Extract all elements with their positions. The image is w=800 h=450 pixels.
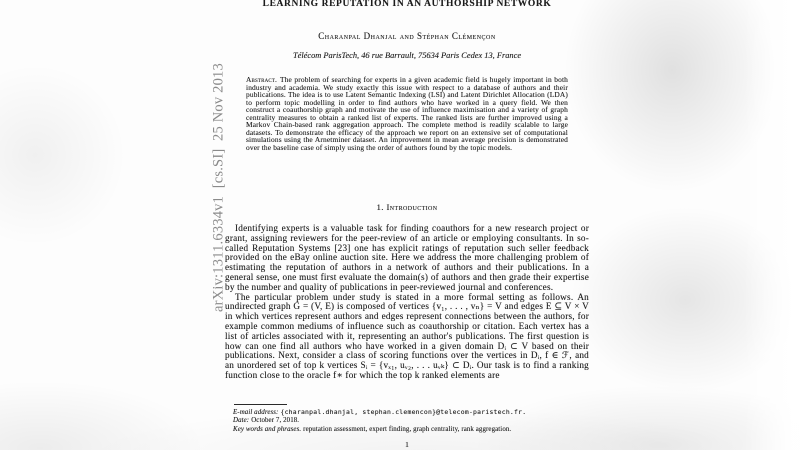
paper-authors: Charanpal Dhanjal and Stéphan Clémençon bbox=[318, 31, 496, 41]
intro-paragraph-1: Identifying experts is a valuable task for finding coauthors for a new research project or grant, assigning reviewers for the peer-review of an article or employing consultants. In so-called Reputation Systems [23] one has explicit ratings of reputation such seller feedback provided on the eBay online auction site. Here we address the more challenging problem of estimating the reputation of authors in a network of authors and their publications. In a general sense, one must first evaluate the domain(s) of authors and then grade their expertise by the number and quality of publications in peer-reviewed journal and conferences. bbox=[225, 223, 589, 292]
arxiv-watermark: arXiv:1311.6334v1 [cs.SI] 25 Nov 2013 bbox=[210, 63, 227, 312]
date-value: October 7, 2018. bbox=[251, 417, 300, 425]
footnote-email-line bbox=[225, 408, 589, 417]
abstract-block bbox=[246, 76, 568, 151]
footnote-date-line bbox=[225, 417, 589, 425]
page-number: 1 bbox=[405, 440, 409, 449]
email-label: E-mail address: bbox=[233, 409, 279, 416]
abstract-label: Abstract. bbox=[246, 75, 278, 84]
keywords-value: reputation assessment, expert finding, graph centrality, rank aggregation. bbox=[303, 425, 512, 433]
keywords-label: Key words and phrases. bbox=[233, 425, 302, 433]
paper-page bbox=[225, 0, 589, 450]
paper-title: LEARNING REPUTATION IN AN AUTHORSHIP NETWORK bbox=[262, 0, 552, 9]
footnote-rule bbox=[234, 404, 287, 405]
paper-affiliation: Télécom ParisTech, 46 rue Barrault, 75634 Paris Cedex 13, France bbox=[292, 51, 522, 60]
email-address: {charanpal.dhanjal, stephan.clemencon}@telecom-paristech.fr. bbox=[280, 408, 527, 416]
abstract-text: The problem of searching for experts in a given academic field is hugely important in both industry and academia. We study exactly this issue with respect to a database of authors and their publications. The idea is to use Latent Semantic Indexing (LSI) and Latent Dirichlet Allocation (LDA) to perform topic modelling in order to find authors who have worked in a query field. We then construct a coauthorship graph and motivate the use of influence maximisation and a variety of graph centrality measures to obtain a ranked list of experts. The ranked lists are further improved using a Markov Chain-based rank aggregation approach. The complete method is readily scalable to large datasets. To demonstrate the efficacy of the approach we report on an extensive set of computational simulations using the Arnetminer dataset. An improvement in mean average precision is demonstrated over the baseline case of simply using the order of authors found by the topic models. bbox=[246, 75, 568, 152]
footnote-keywords-line bbox=[225, 426, 589, 434]
date-label: Date: bbox=[233, 417, 250, 425]
introduction-body bbox=[225, 224, 589, 381]
section-heading-introduction: 1. Introduction bbox=[376, 202, 438, 212]
intro-paragraph-2: The particular problem under study is stated in a more formal setting as follows. An undirected graph G = (V, E) is composed of vertices {v₁, . . . , vₙ} = V and edges E ⊆ V × V in which vertices represent authors and edges represent connections between the authors, for example common mediums of influence such as coauthorship or citation. Each vertex has a list of articles associated with it, representing an author's publications. The first question is how can one find all authors who have worked in a given domain Dᵢ ⊂ V based on their publications. Next, consider a class of scoring functions over the vertices in Dᵢ, f ∈ ℱ, and an unordered set of top k vertices Sᵢ = {vₓ₁, uᵥ₂, . . . uᵥₖ} ⊂ Dᵢ. Our task is to find a ranking function close to the oracle f∗ for which the top k ranked elements are bbox=[225, 291, 589, 380]
footnote-block bbox=[225, 408, 589, 434]
